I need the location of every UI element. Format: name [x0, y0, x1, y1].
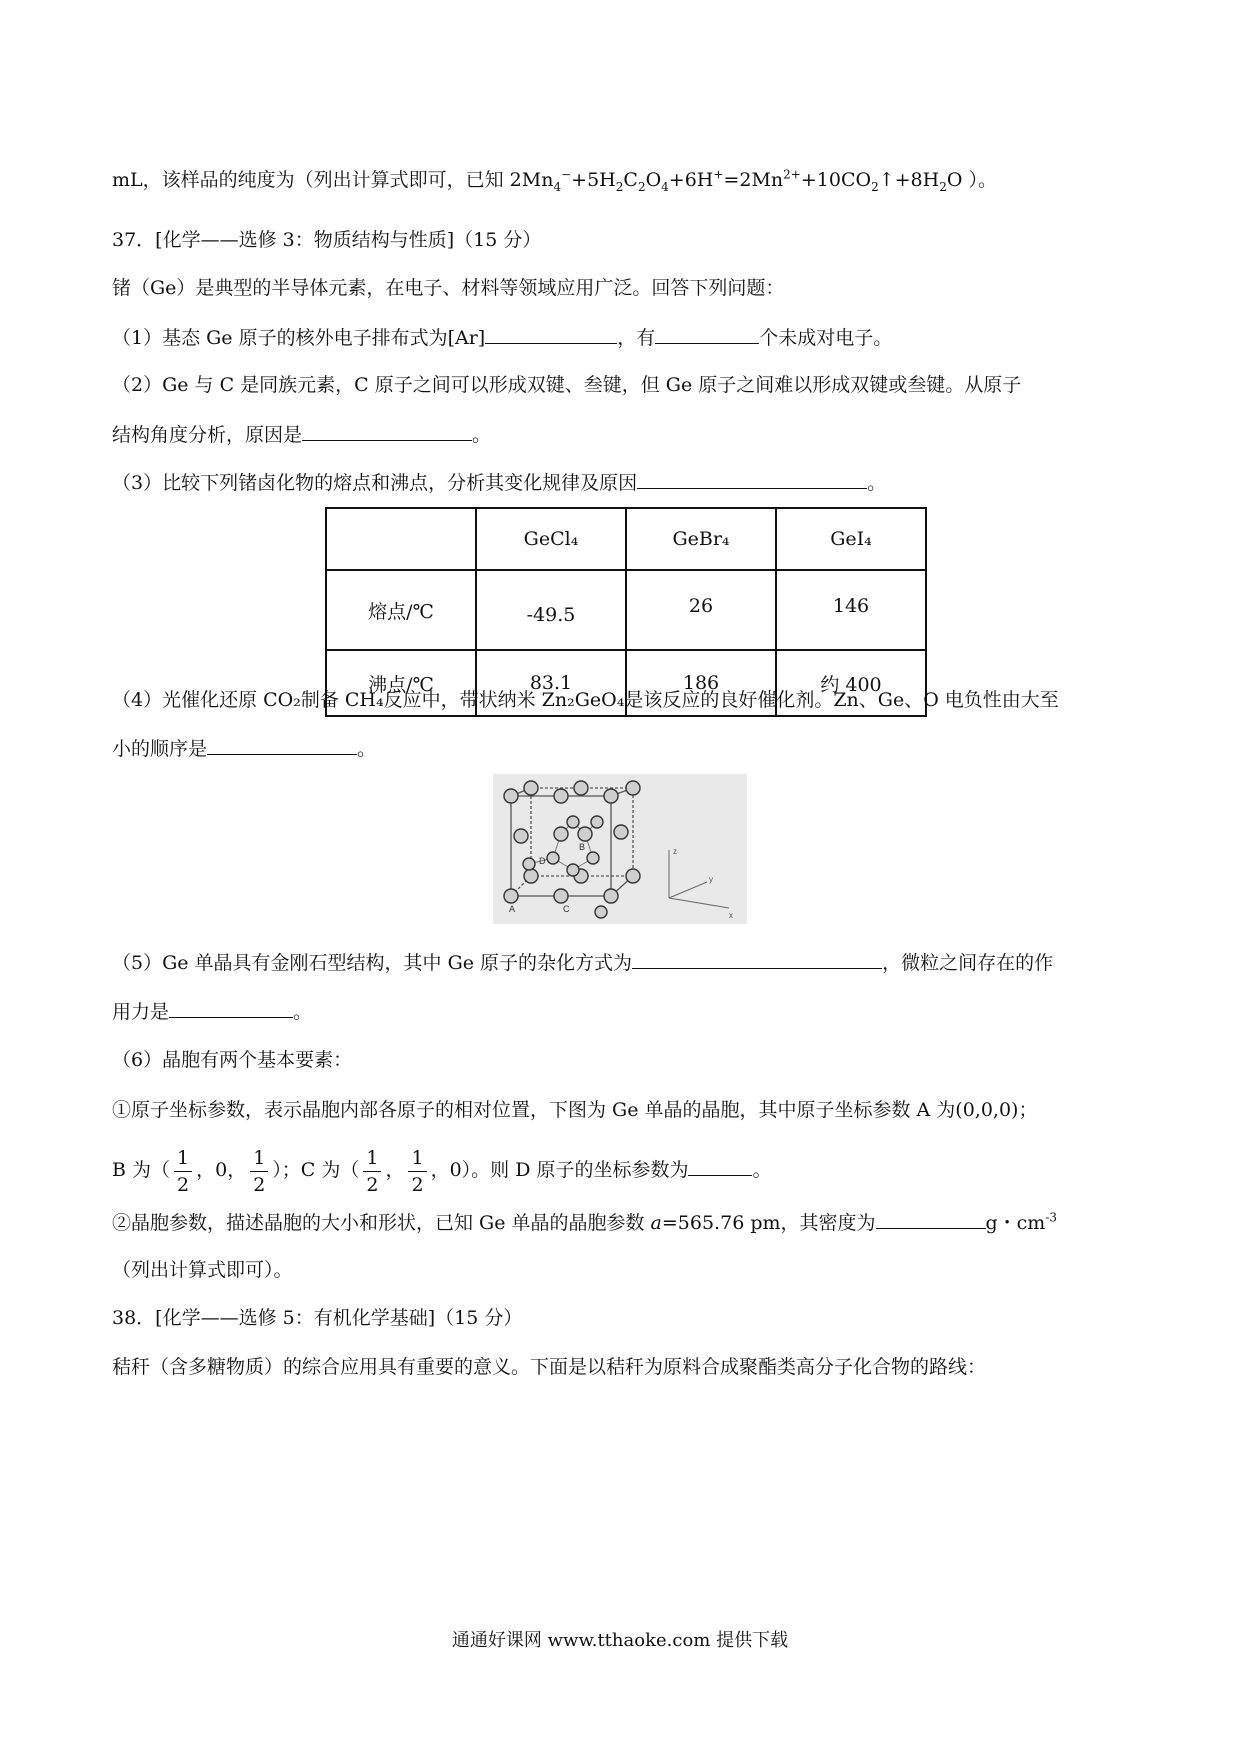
fraction-one-half: $\frac{1}{2}$ [250, 1145, 268, 1198]
answer-blank-5b[interactable] [169, 999, 293, 1018]
table-header-cell: GeCl₄ [476, 508, 626, 570]
table-header-row [326, 508, 926, 570]
table-cell: 熔点/℃ [326, 570, 476, 650]
table-cell: 约 400 [776, 650, 926, 716]
table-cell: 26 [626, 570, 776, 650]
q37-part2-line1: （2）Ge 与 C 是同族元素，C 原子之间可以形成双键、叁键，但 Ge 原子之间难以形成双键或叁键。从原子 [112, 374, 1022, 396]
table-cell: 186 [626, 650, 776, 716]
q37-part5-line2: 用力是 。 [112, 1001, 313, 1023]
q37-intro: 锗（Ge）是典型的半导体元素，在电子、材料等领域应用广泛。回答下列问题： [112, 277, 785, 299]
answer-blank-1a[interactable] [485, 325, 617, 344]
answer-blank-2[interactable] [302, 422, 472, 441]
axis-label-z: z [673, 847, 677, 856]
axis-label-y: y [709, 875, 713, 884]
table-header-cell [326, 508, 476, 570]
atom-label-d: D [539, 856, 546, 866]
answer-blank-6a[interactable] [688, 1157, 752, 1176]
answer-blank-5a[interactable] [632, 950, 882, 969]
q37-part6-item1-line1: ①原子坐标参数，表示晶胞内部各原子的相对位置，下图为 Ge 单晶的晶胞，其中原子坐标参数 A 为(0,0,0)； [112, 1099, 1038, 1121]
q37-part2-line2: 结构角度分析，原因是 。 [112, 424, 492, 446]
q37-part4-line1: （4）光催化还原 CO₂制备 CH₄反应中，带状纳米 Zn₂GeO₄是该反应的良好催化剂。Zn、Ge、O 电负性由大至 [112, 689, 1059, 711]
fraction-one-half: $\frac{1}{2}$ [408, 1145, 426, 1198]
answer-blank-4[interactable] [207, 736, 357, 755]
atom-label-b: B [579, 842, 586, 852]
table-header-cell: GeI₄ [776, 508, 926, 570]
germanium-halide-table [325, 507, 927, 717]
q37-part6-item2-line2: （列出计算式即可）。 [112, 1259, 293, 1281]
answer-blank-6b[interactable] [876, 1210, 986, 1229]
atom-label-c: C [563, 904, 570, 914]
table-cell: 83.1 [476, 650, 626, 716]
table-cell: 沸点/℃ [326, 650, 476, 716]
q37-part1: （1）基态 Ge 原子的核外电子排布式为[Ar] ，有 个未成对电子。 [112, 327, 893, 349]
fraction-one-half: $\frac{1}{2}$ [363, 1145, 381, 1198]
diamond-cubic-unit-cell-figure [493, 774, 747, 924]
q37-header: 37．[化学——选修 3：物质结构与性质]（15 分） [112, 229, 542, 251]
q37-part6-item1-line2: B 为（ $\frac{1}{2}$ ，0， $\frac{1}{2}$ ）；C 为（ $\frac{1}{2}$ ， $\frac{1}{2}$ ，0）。则 D 原子的坐标参数为 。 [112, 1146, 772, 1196]
q37-part6-item2-line1: ②晶胞参数，描述晶胞的大小和形状，已知 Ge 单晶的晶胞参数 a=565.76 pm，其密度为 g・$cm^{-3}$ [112, 1210, 1058, 1234]
q38-header: 38．[化学——选修 5：有机化学基础]（15 分） [112, 1307, 523, 1329]
q38-intro: 秸秆（含多糖物质）的综合应用具有重要的意义。下面是以秸秆为原料合成聚酯类高分子化合物的路线： [112, 1356, 987, 1378]
table-cell: 146 [776, 570, 926, 650]
q37-part6: （6）晶胞有两个基本要素： [112, 1049, 353, 1071]
q37-part5-line1: （5）Ge 单晶具有金刚石型结构，其中 Ge 原子的杂化方式为 ，微粒之间存在的作 [112, 952, 1054, 974]
q37-part4-line2: 小的顺序是 。 [112, 738, 377, 760]
table-header-cell: GeBr₄ [626, 508, 776, 570]
table-row [326, 570, 926, 650]
atom-label-a: A [509, 904, 516, 914]
fraction-one-half: $\frac{1}{2}$ [174, 1145, 192, 1198]
q37-part3: （3）比较下列锗卤化物的熔点和沸点，分析其变化规律及原因 。 [112, 472, 887, 494]
axis-label-x: x [729, 911, 733, 920]
answer-blank-3[interactable] [637, 470, 867, 489]
table-cell: -49.5 [476, 570, 626, 650]
q36-tail-line: mL，该样品的纯度为（列出计算式即可，已知 $2Mn_4^-+5H_2C_2O_4+6H^+=2Mn^{2+}+10CO_2↑+8H_2O$ ）。 [112, 167, 997, 194]
answer-blank-1b[interactable] [655, 325, 759, 344]
page-footer: 通通好课网 www.tthaoke.com 提供下载 [451, 1630, 789, 1651]
